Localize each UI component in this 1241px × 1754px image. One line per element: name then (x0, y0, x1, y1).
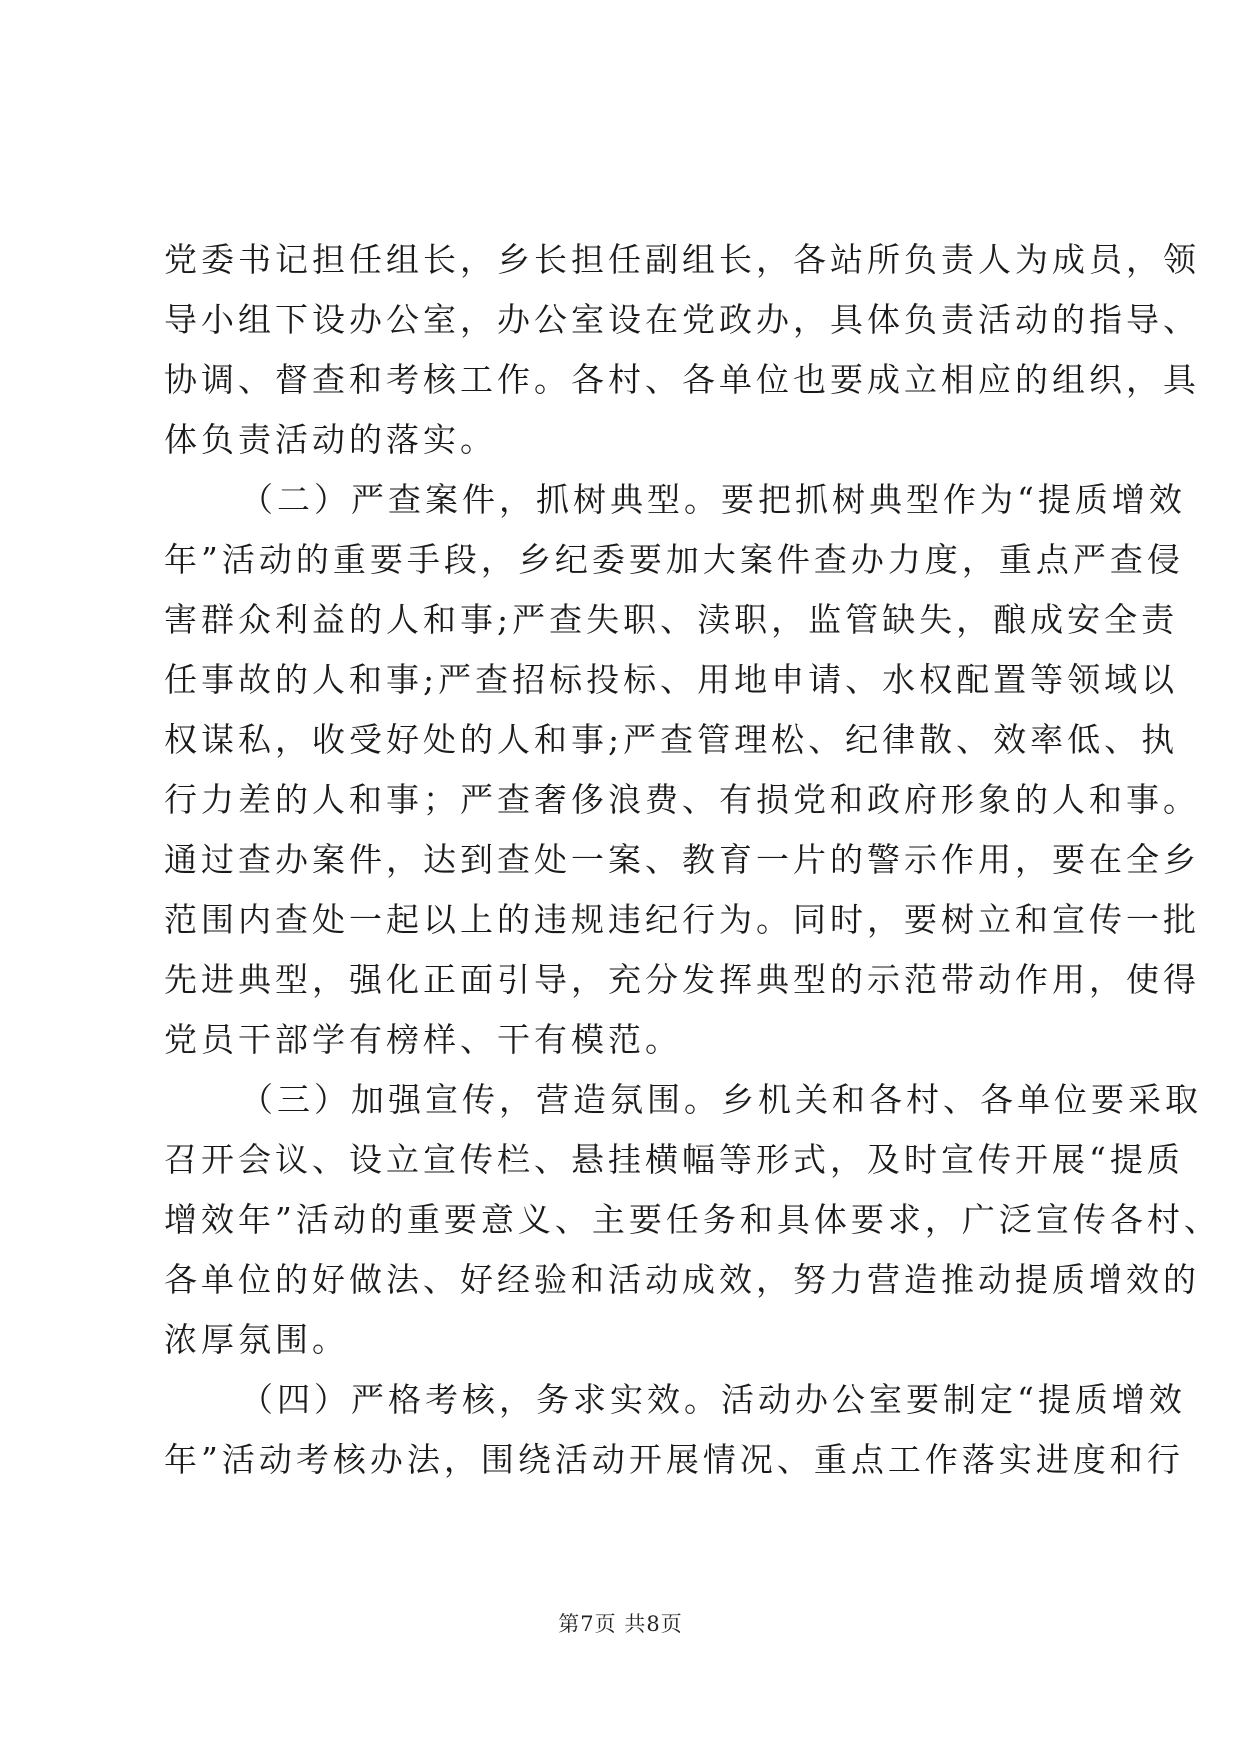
paragraph-line: 体负责活动的落实。 (164, 420, 497, 459)
paragraph-line: 年”活动的重要手段，乡纪委要加大案件查办力度，重点严查侵 (164, 540, 1184, 579)
paragraph-line: 浓厚氛围。 (164, 1320, 349, 1359)
paragraph-line: 增效年”活动的重要意义、主要任务和具体要求，广泛宣传各村、 (164, 1200, 1221, 1239)
paragraph-line: 范围内查处一起以上的违规违纪行为。同时，要树立和宣传一批 (164, 900, 1200, 939)
paragraph-line: 行力差的人和事；严查奢侈浪费、有损党和政府形象的人和事。 (164, 780, 1200, 819)
paragraph-line: 各单位的好做法、好经验和活动成效，努力营造推动提质增效的 (164, 1260, 1200, 1299)
paragraph-line: 导小组下设办公室，办公室设在党政办，具体负责活动的指导、 (164, 300, 1200, 339)
paragraph-line: 任事故的人和事;严查招标投标、用地申请、水权配置等领域以 (164, 660, 1179, 699)
paragraph-line: 年”活动考核办法，围绕活动开展情况、重点工作落实进度和行 (164, 1440, 1184, 1479)
paragraph-line: 召开会议、设立宣传栏、悬挂横幅等形式，及时宣传开展“提质 (164, 1140, 1184, 1179)
paragraph-line: 协调、督查和考核工作。各村、各单位也要成立相应的组织，具 (164, 360, 1200, 399)
paragraph-first-line: （四）严格考核，务求实效。活动办公室要制定“提质增效 (240, 1380, 1186, 1419)
paragraph-line: 通过查办案件，达到查处一案、教育一片的警示作用，要在全乡 (164, 840, 1200, 879)
document-body (164, 230, 1221, 1490)
paragraph-first-line: （二）严查案件，抓树典型。要把抓树典型作为“提质增效 (240, 480, 1186, 519)
paragraph-line: 党委书记担任组长，乡长担任副组长，各站所负责人为成员，领 (164, 240, 1200, 279)
paragraph-line: 党员干部学有榜样、干有模范。 (164, 1020, 682, 1059)
paragraph-line: 害群众利益的人和事;严查失职、渎职，监管缺失，酿成安全责 (164, 600, 1179, 639)
page-number-footer: 第7页 共8页 (558, 1612, 683, 1636)
paragraph-first-line: （三）加强宣传，营造氛围。乡机关和各村、各单位要采取 (240, 1080, 1202, 1119)
paragraph-line: 权谋私，收受好处的人和事;严查管理松、纪律散、效率低、执 (164, 720, 1179, 759)
paragraph-line: 先进典型，强化正面引导，充分发挥典型的示范带动作用，使得 (164, 960, 1200, 999)
